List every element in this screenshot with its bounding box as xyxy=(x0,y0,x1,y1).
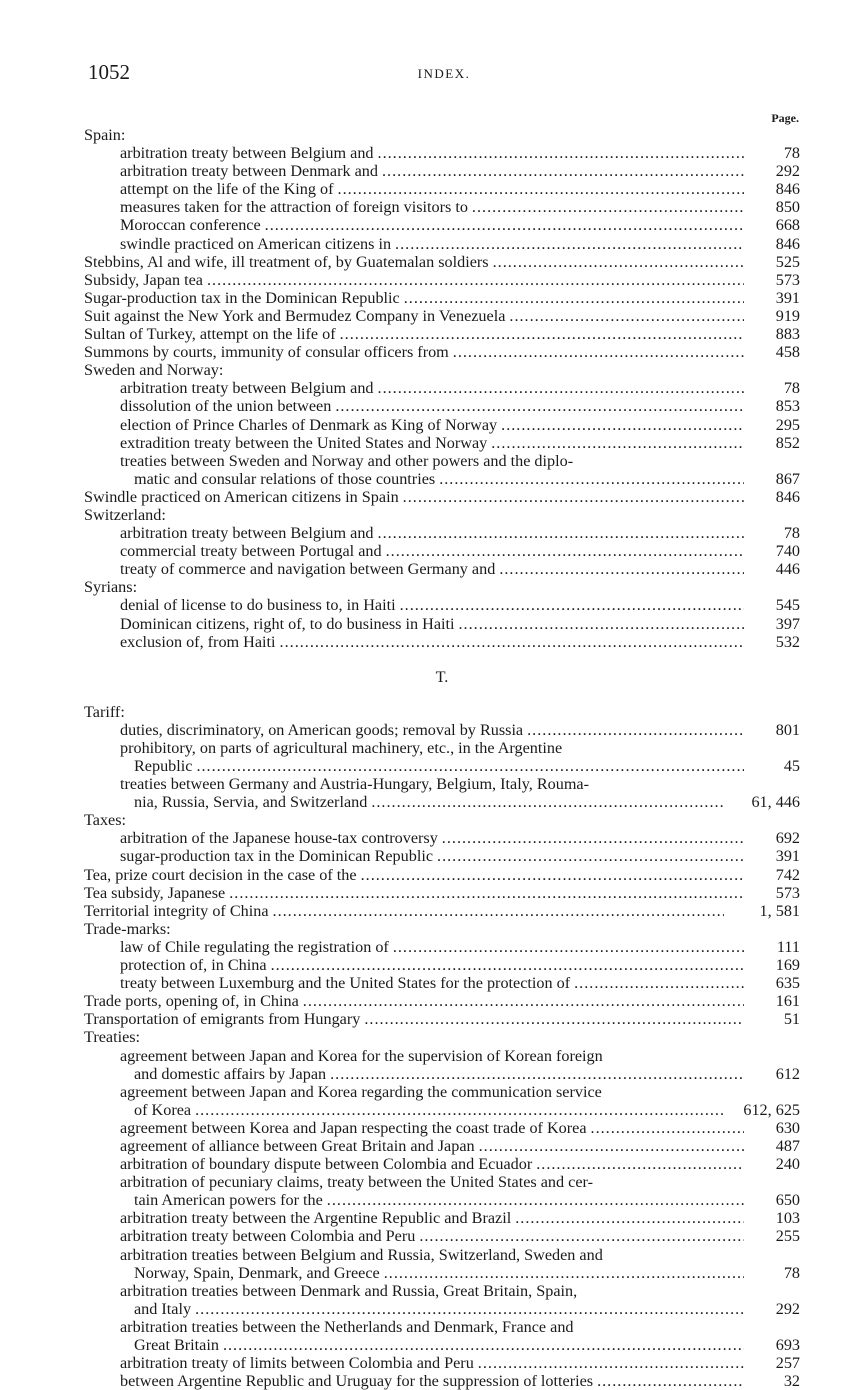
leader-dots xyxy=(597,1372,744,1390)
entry-page: 32 xyxy=(783,1372,800,1390)
entry-text: tain American powers for the xyxy=(134,1191,323,1210)
entry-text: arbitration treaty between Colombia and Peru xyxy=(120,1227,416,1246)
entry-page: 255 xyxy=(775,1227,800,1246)
leader-dots xyxy=(403,488,744,506)
index-entry xyxy=(84,1227,800,1245)
entry-page: 846 xyxy=(775,180,800,199)
leader-dots xyxy=(207,271,744,289)
index-entry xyxy=(84,434,800,452)
entry-text: arbitration treaties between Belgium and Russia, Switzerland, Sweden and xyxy=(120,1245,603,1264)
leader-dots xyxy=(335,397,744,415)
index-entry xyxy=(84,235,800,253)
entry-text: Swindle practiced on American citizens in Spain xyxy=(84,487,399,506)
index-entry xyxy=(84,1372,800,1390)
leader-dots xyxy=(223,1336,744,1354)
entry-text: Suit against the New York and Bermudez Company in Venezuela xyxy=(84,306,506,325)
entry-text: nia, Russia, Servia, and Switzerland xyxy=(134,793,368,812)
entry-page: 846 xyxy=(775,487,800,506)
entry-page: 487 xyxy=(775,1136,800,1155)
leader-dots xyxy=(574,974,744,992)
entry-text: arbitration treaty between Denmark and xyxy=(120,162,378,181)
index-entry xyxy=(84,126,800,144)
index-entry xyxy=(84,1282,800,1300)
index-entry xyxy=(84,307,800,325)
entry-page: 161 xyxy=(775,992,800,1011)
leader-dots xyxy=(378,379,744,397)
entry-text: measures taken for the attraction of foreign visitors to xyxy=(120,198,468,217)
entry-text: arbitration of pecuniary claims, treaty between the United States and cer- xyxy=(120,1173,593,1192)
entry-page: 292 xyxy=(775,162,800,181)
entry-page: 295 xyxy=(775,415,800,434)
entry-text: law of Chile regulating the registration of xyxy=(120,937,389,956)
entry-text: arbitration of boundary dispute between Colombia and Ecuador xyxy=(120,1155,533,1174)
index-entry xyxy=(84,524,800,542)
entry-text: Taxes: xyxy=(84,811,127,830)
index-entry xyxy=(84,470,800,488)
entry-text: treaties between Germany and Austria-Hungary, Belgium, Italy, Rouma- xyxy=(120,775,589,794)
entry-page: 78 xyxy=(783,144,800,163)
leader-dots xyxy=(437,847,744,865)
entry-page: 635 xyxy=(775,974,800,993)
entry-text: Dominican citizens, right of, to do business in Haiti xyxy=(120,614,455,633)
page-number: 1052 xyxy=(88,60,130,84)
index-entry xyxy=(84,271,800,289)
leader-dots xyxy=(515,1209,744,1227)
leader-dots xyxy=(265,216,744,234)
entry-page: 850 xyxy=(775,198,800,217)
leader-dots xyxy=(499,560,744,578)
entry-page: 853 xyxy=(775,397,800,416)
entry-text: Switzerland: xyxy=(84,505,166,524)
index-entry xyxy=(84,361,800,379)
entry-text: Norway, Spain, Denmark, and Greece xyxy=(134,1263,380,1282)
entry-page: 919 xyxy=(775,306,800,325)
entry-text: extradition treaty between the United States and Norway xyxy=(120,433,488,452)
leader-dots xyxy=(509,307,744,325)
entry-page: 573 xyxy=(775,883,800,902)
index-entry xyxy=(84,216,800,234)
index-entry xyxy=(84,1354,800,1372)
leader-dots xyxy=(591,1119,744,1137)
index-entry xyxy=(84,847,800,865)
index-entry xyxy=(84,1137,800,1155)
entry-page: 1, 581 xyxy=(759,901,800,920)
leader-dots xyxy=(442,829,744,847)
index-entry xyxy=(84,1010,800,1028)
entry-page: 846 xyxy=(775,234,800,253)
entry-page: 545 xyxy=(775,596,800,615)
leader-dots xyxy=(280,633,744,651)
index-entry xyxy=(84,829,800,847)
entry-page: 78 xyxy=(783,1263,800,1282)
page-column-label: Page. xyxy=(771,111,799,125)
entry-text: treaty between Luxemburg and the United States for the protection of xyxy=(120,974,571,993)
entry-page: 612, 625 xyxy=(743,1100,800,1119)
entry-text: Sugar-production tax in the Dominican Republic xyxy=(84,288,400,307)
entry-text: Sultan of Turkey, attempt on the life of xyxy=(84,325,336,344)
entry-text: Great Britain xyxy=(134,1336,219,1354)
entry-text: exclusion of, from Haiti xyxy=(120,632,276,651)
entry-page: 650 xyxy=(775,1191,800,1210)
entry-page: 446 xyxy=(775,560,800,579)
index-entry xyxy=(84,506,800,524)
leader-dots xyxy=(404,289,744,307)
index-entry xyxy=(84,956,800,974)
entry-page: 867 xyxy=(775,469,800,488)
index-entry xyxy=(84,1155,800,1173)
leader-dots xyxy=(439,470,744,488)
entry-text: between Argentine Republic and Uruguay for the suppression of lotteries xyxy=(120,1372,594,1390)
leader-dots xyxy=(340,325,744,343)
index-entry xyxy=(84,1173,800,1191)
index-entry xyxy=(84,1318,800,1336)
entry-page: 78 xyxy=(783,379,800,398)
index-entry xyxy=(84,1047,800,1065)
entry-text: Spain: xyxy=(84,126,126,144)
entry-text: duties, discriminatory, on American goods; removal by Russia xyxy=(120,720,524,739)
index-entry xyxy=(84,793,800,811)
index-entry xyxy=(84,343,800,361)
entry-page: 78 xyxy=(783,524,800,543)
entry-page: 292 xyxy=(775,1299,800,1318)
entry-text: matic and consular relations of those countries xyxy=(134,469,436,488)
index-entry xyxy=(84,615,800,633)
entry-text: Trade ports, opening of, in China xyxy=(84,992,299,1011)
entry-text: election of Prince Charles of Denmark as King of Norway xyxy=(120,415,498,434)
leader-dots xyxy=(419,1227,744,1245)
leader-dots xyxy=(395,235,744,253)
leader-dots xyxy=(501,416,744,434)
index-entry xyxy=(84,452,800,470)
index-entry xyxy=(84,289,800,307)
leader-dots xyxy=(327,1191,744,1209)
entry-text: Territorial integrity of China xyxy=(84,901,269,920)
entry-text: Syrians: xyxy=(84,578,138,597)
index-entry xyxy=(84,253,800,271)
index-entry xyxy=(84,775,800,793)
index-entry xyxy=(84,992,800,1010)
index-entry xyxy=(84,1083,800,1101)
entry-page: 397 xyxy=(775,614,800,633)
entry-text: agreement between Japan and Korea regarding the communication service xyxy=(120,1082,602,1101)
entry-page: 883 xyxy=(775,325,800,344)
entry-page: 240 xyxy=(775,1155,800,1174)
entry-page: 692 xyxy=(775,829,800,848)
entry-text: treaties between Sweden and Norway and other powers and the diplo- xyxy=(120,451,574,470)
leader-dots xyxy=(527,721,744,739)
leader-dots xyxy=(378,144,744,162)
index-entry xyxy=(84,902,800,920)
index-entry xyxy=(84,542,800,560)
index-entry xyxy=(84,974,800,992)
entry-text: T. xyxy=(435,667,449,686)
index-entry xyxy=(84,1336,800,1354)
entry-page: 852 xyxy=(775,433,800,452)
entry-page: 103 xyxy=(775,1209,800,1228)
entry-page: 391 xyxy=(775,847,800,866)
leader-dots xyxy=(195,1300,744,1318)
index-entry xyxy=(84,884,800,902)
index-entry xyxy=(84,379,800,397)
leader-dots xyxy=(364,1010,744,1028)
index-entry xyxy=(84,198,800,216)
entry-text: Summons by courts, immunity of consular officers from xyxy=(84,343,449,362)
index-entry xyxy=(84,578,800,596)
entry-text: of Korea xyxy=(134,1100,192,1119)
leader-dots xyxy=(361,866,744,884)
entry-text: Trade-marks: xyxy=(84,919,171,938)
leader-dots xyxy=(330,1065,744,1083)
index-entry xyxy=(84,1300,800,1318)
index-entry xyxy=(84,162,800,180)
leader-dots xyxy=(338,180,744,198)
entry-page: 525 xyxy=(775,252,800,271)
entry-text: Republic xyxy=(134,757,193,775)
index-entry xyxy=(84,721,800,739)
index-entry xyxy=(84,325,800,343)
entry-text: arbitration treaty between Belgium and xyxy=(120,524,374,543)
entry-text: Subsidy, Japan tea xyxy=(84,270,203,289)
entry-page: 742 xyxy=(775,865,800,884)
entry-text: dissolution of the union between xyxy=(120,397,332,416)
leader-dots xyxy=(196,757,744,775)
index-entry xyxy=(84,739,800,757)
entry-text: arbitration treaty between Belgium and xyxy=(120,379,374,398)
index-entry xyxy=(84,397,800,415)
entry-text: Tea, prize court decision in the case of the xyxy=(84,865,357,884)
entry-page: 612 xyxy=(775,1064,800,1083)
leader-dots xyxy=(384,1264,744,1282)
entry-text: arbitration treaties between the Netherlands and Denmark, France and xyxy=(120,1317,574,1336)
entry-text: Tea subsidy, Japanese xyxy=(84,883,226,902)
entry-page: 458 xyxy=(775,343,800,362)
entry-page: 740 xyxy=(775,542,800,561)
leader-dots xyxy=(478,1354,744,1372)
entry-text: arbitration treaty between Belgium and xyxy=(120,144,374,163)
entry-text: agreement between Japan and Korea for the supervision of Korean foreign xyxy=(120,1046,603,1065)
leader-dots xyxy=(195,1101,724,1119)
entry-text: Treaties: xyxy=(84,1028,141,1047)
index-entry xyxy=(84,633,800,651)
leader-dots xyxy=(393,938,744,956)
entry-text: agreement of alliance between Great Britain and Japan xyxy=(120,1136,475,1155)
page-header xyxy=(88,60,800,90)
index-entry xyxy=(84,703,800,721)
entry-text: arbitration treaties between Denmark and Russia, Great Britain, Spain, xyxy=(120,1281,578,1300)
entry-page: 45 xyxy=(783,757,800,775)
leader-dots xyxy=(229,884,744,902)
entry-page: 391 xyxy=(775,288,800,307)
entry-text: protection of, in China xyxy=(120,956,267,975)
index-entry xyxy=(84,1191,800,1209)
index-entry xyxy=(84,144,800,162)
entry-text: arbitration treaty between the Argentine Republic and Brazil xyxy=(120,1209,512,1228)
entry-page: 668 xyxy=(775,216,800,235)
leader-dots xyxy=(472,198,744,216)
entry-text: Tariff: xyxy=(84,702,125,721)
entry-text: Moroccan conference xyxy=(120,216,261,235)
entry-text: Sweden and Norway: xyxy=(84,361,224,380)
entry-page: 169 xyxy=(775,956,800,975)
leader-dots xyxy=(453,343,744,361)
entry-text: sugar-production tax in the Dominican Republic xyxy=(120,847,434,866)
index-entry xyxy=(84,1065,800,1083)
entry-text: and Italy xyxy=(134,1299,192,1318)
index-entry xyxy=(84,1101,800,1119)
leader-dots xyxy=(271,956,744,974)
entry-page: 630 xyxy=(775,1118,800,1137)
entry-page: 801 xyxy=(775,720,800,739)
entry-page: 51 xyxy=(783,1010,800,1029)
index-entry xyxy=(84,560,800,578)
index-entry xyxy=(84,938,800,956)
index-entry xyxy=(84,920,800,938)
index-entry xyxy=(84,1209,800,1227)
entry-text: Transportation of emigrants from Hungary xyxy=(84,1010,361,1029)
entry-text: swindle practiced on American citizens in xyxy=(120,234,392,253)
index-entry xyxy=(84,1119,800,1137)
leader-dots xyxy=(459,615,745,633)
index-entry xyxy=(84,596,800,614)
index-entry xyxy=(84,1264,800,1282)
entry-page: 573 xyxy=(775,270,800,289)
leader-dots xyxy=(536,1155,744,1173)
leader-dots xyxy=(303,992,744,1010)
entry-text: attempt on the life of the King of xyxy=(120,180,334,199)
entry-page: 257 xyxy=(775,1354,800,1373)
index-entry xyxy=(84,416,800,434)
entry-text: treaty of commerce and navigation between Germany and xyxy=(120,560,496,579)
leader-dots xyxy=(493,253,744,271)
leader-dots xyxy=(491,434,744,452)
index-entry xyxy=(84,866,800,884)
leader-dots xyxy=(400,596,744,614)
leader-dots xyxy=(378,524,744,542)
entry-text: Stebbins, Al and wife, ill treatment of, by Guatemalan soldiers xyxy=(84,252,489,271)
index-entry xyxy=(84,757,800,775)
leader-dots xyxy=(371,793,724,811)
entry-page: 111 xyxy=(776,937,800,956)
entry-text: and domestic affairs by Japan xyxy=(134,1064,327,1083)
leader-dots xyxy=(386,542,744,560)
index-entry xyxy=(84,180,800,198)
entry-text: commercial treaty between Portugal and xyxy=(120,542,382,561)
leader-dots xyxy=(273,902,724,920)
leader-dots xyxy=(479,1137,744,1155)
entry-text: agreement between Korea and Japan respecting the coast trade of Korea xyxy=(120,1118,587,1137)
page-title: INDEX. xyxy=(417,66,471,81)
entry-text: prohibitory, on parts of agricultural machinery, etc., in the Argentine xyxy=(120,738,563,757)
index-entry xyxy=(84,1246,800,1264)
section-letter xyxy=(84,651,800,703)
entry-page: 693 xyxy=(775,1336,800,1354)
entry-page: 61, 446 xyxy=(751,793,800,812)
index-entry xyxy=(84,811,800,829)
entry-text: denial of license to do business to, in Haiti xyxy=(120,596,396,615)
entry-text: arbitration of the Japanese house-tax controversy xyxy=(120,829,438,848)
entry-text: arbitration treaty of limits between Colombia and Peru xyxy=(120,1354,474,1373)
index-entry xyxy=(84,488,800,506)
index-entry xyxy=(84,1028,800,1046)
leader-dots xyxy=(382,162,744,180)
entry-page: 532 xyxy=(775,632,800,651)
index-entries xyxy=(84,108,800,1390)
